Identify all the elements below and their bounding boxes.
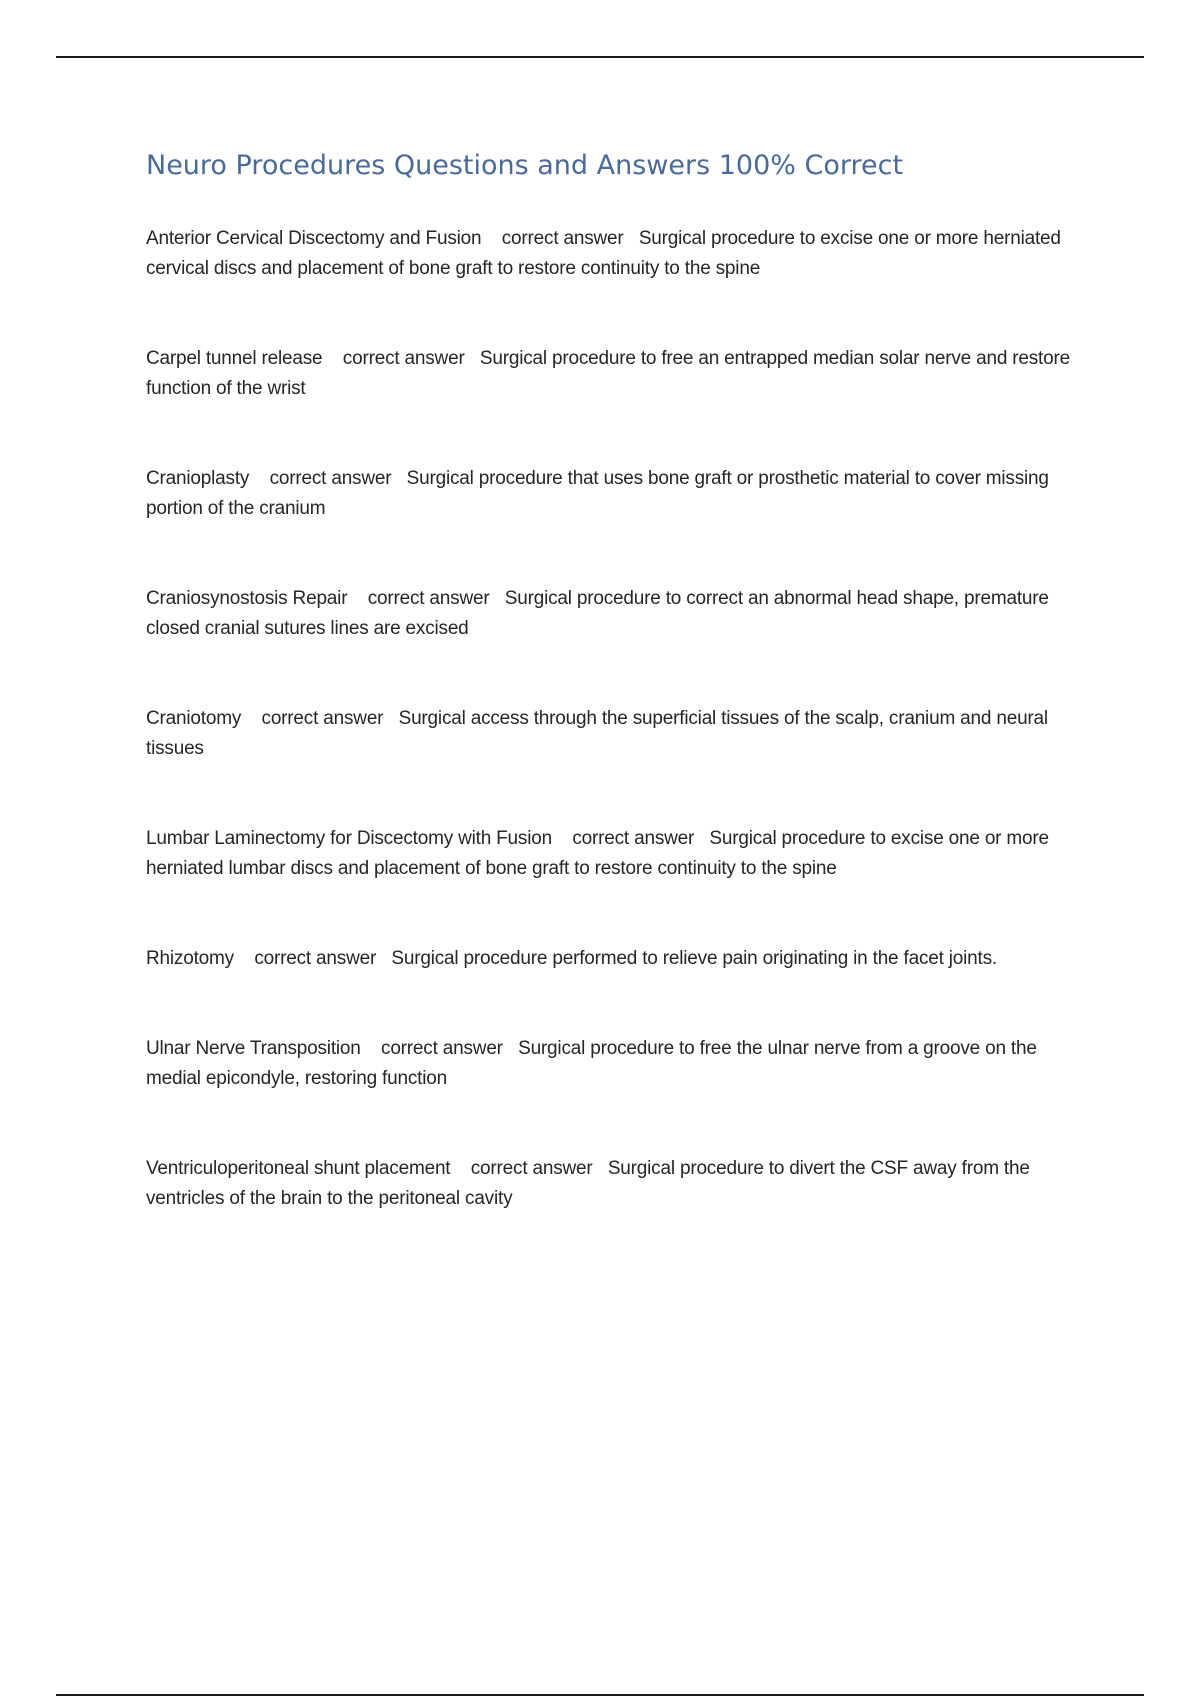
qa-separator: correct answer [269, 468, 392, 489]
qa-term: Rhizotomy [146, 948, 234, 969]
qa-term: Craniotomy [146, 708, 242, 729]
qa-answer: Surgical procedure to correct an abnormal head shape, premature closed cranial sutures lines are excised [146, 588, 1054, 639]
qa-answer: Surgical access through the superficial tissues of the scalp, cranium and neural tissues [146, 708, 1054, 759]
qa-separator: correct answer [572, 828, 695, 849]
qa-item [146, 944, 1076, 974]
qa-item [146, 584, 1076, 644]
qa-term: Ulnar Nerve Transposition [146, 1038, 361, 1059]
qa-item [146, 704, 1076, 764]
qa-answer: Surgical procedure that uses bone graft or prosthetic material to cover missing portion of the cranium [146, 468, 1054, 519]
qa-separator: correct answer [254, 948, 377, 969]
qa-item [146, 464, 1076, 524]
qa-answer: Surgical procedure to free an entrapped median solar nerve and restore function of the wrist [146, 348, 1076, 399]
qa-separator: correct answer [381, 1038, 503, 1059]
document-title: Neuro Procedures Questions and Answers 100% Correct [146, 150, 904, 181]
document-body [146, 144, 1076, 1274]
qa-item [146, 1154, 1076, 1214]
qa-list [146, 224, 1076, 1214]
qa-separator: correct answer [342, 348, 465, 369]
qa-term: Craniosynostosis Repair [146, 588, 348, 609]
header-rule [56, 56, 1144, 58]
qa-answer: Surgical procedure performed to relieve pain originating in the facet joints. [391, 948, 998, 969]
qa-term: Carpel tunnel release [146, 348, 323, 369]
qa-separator: correct answer [367, 588, 490, 609]
qa-item [146, 344, 1076, 404]
footer-rule [56, 1694, 1144, 1696]
qa-answer: Surgical procedure to excise one or more herniated cervical discs and placement of bone graft to restore continuity to the spine [146, 228, 1066, 279]
qa-separator: correct answer [261, 708, 384, 729]
qa-answer: Surgical procedure to divert the CSF away from the ventricles of the brain to the peritoneal cavity [146, 1158, 1035, 1209]
qa-separator: correct answer [470, 1158, 593, 1179]
qa-term: Ventriculoperitoneal shunt placement [146, 1158, 451, 1179]
qa-answer: Surgical procedure to free the ulnar nerve from a groove on the medial epicondyle, restoring function [146, 1038, 1042, 1089]
qa-item [146, 224, 1076, 284]
qa-term: Cranioplasty [146, 468, 250, 489]
qa-item [146, 1034, 1076, 1094]
qa-term: Anterior Cervical Discectomy and Fusion [146, 228, 482, 249]
qa-item [146, 824, 1076, 884]
qa-term: Lumbar Laminectomy for Discectomy with Fusion [146, 828, 552, 849]
qa-answer: Surgical procedure to excise one or more herniated lumbar discs and placement of bone graft to restore continuity to the spine [146, 828, 1054, 879]
qa-separator: correct answer [501, 228, 624, 249]
